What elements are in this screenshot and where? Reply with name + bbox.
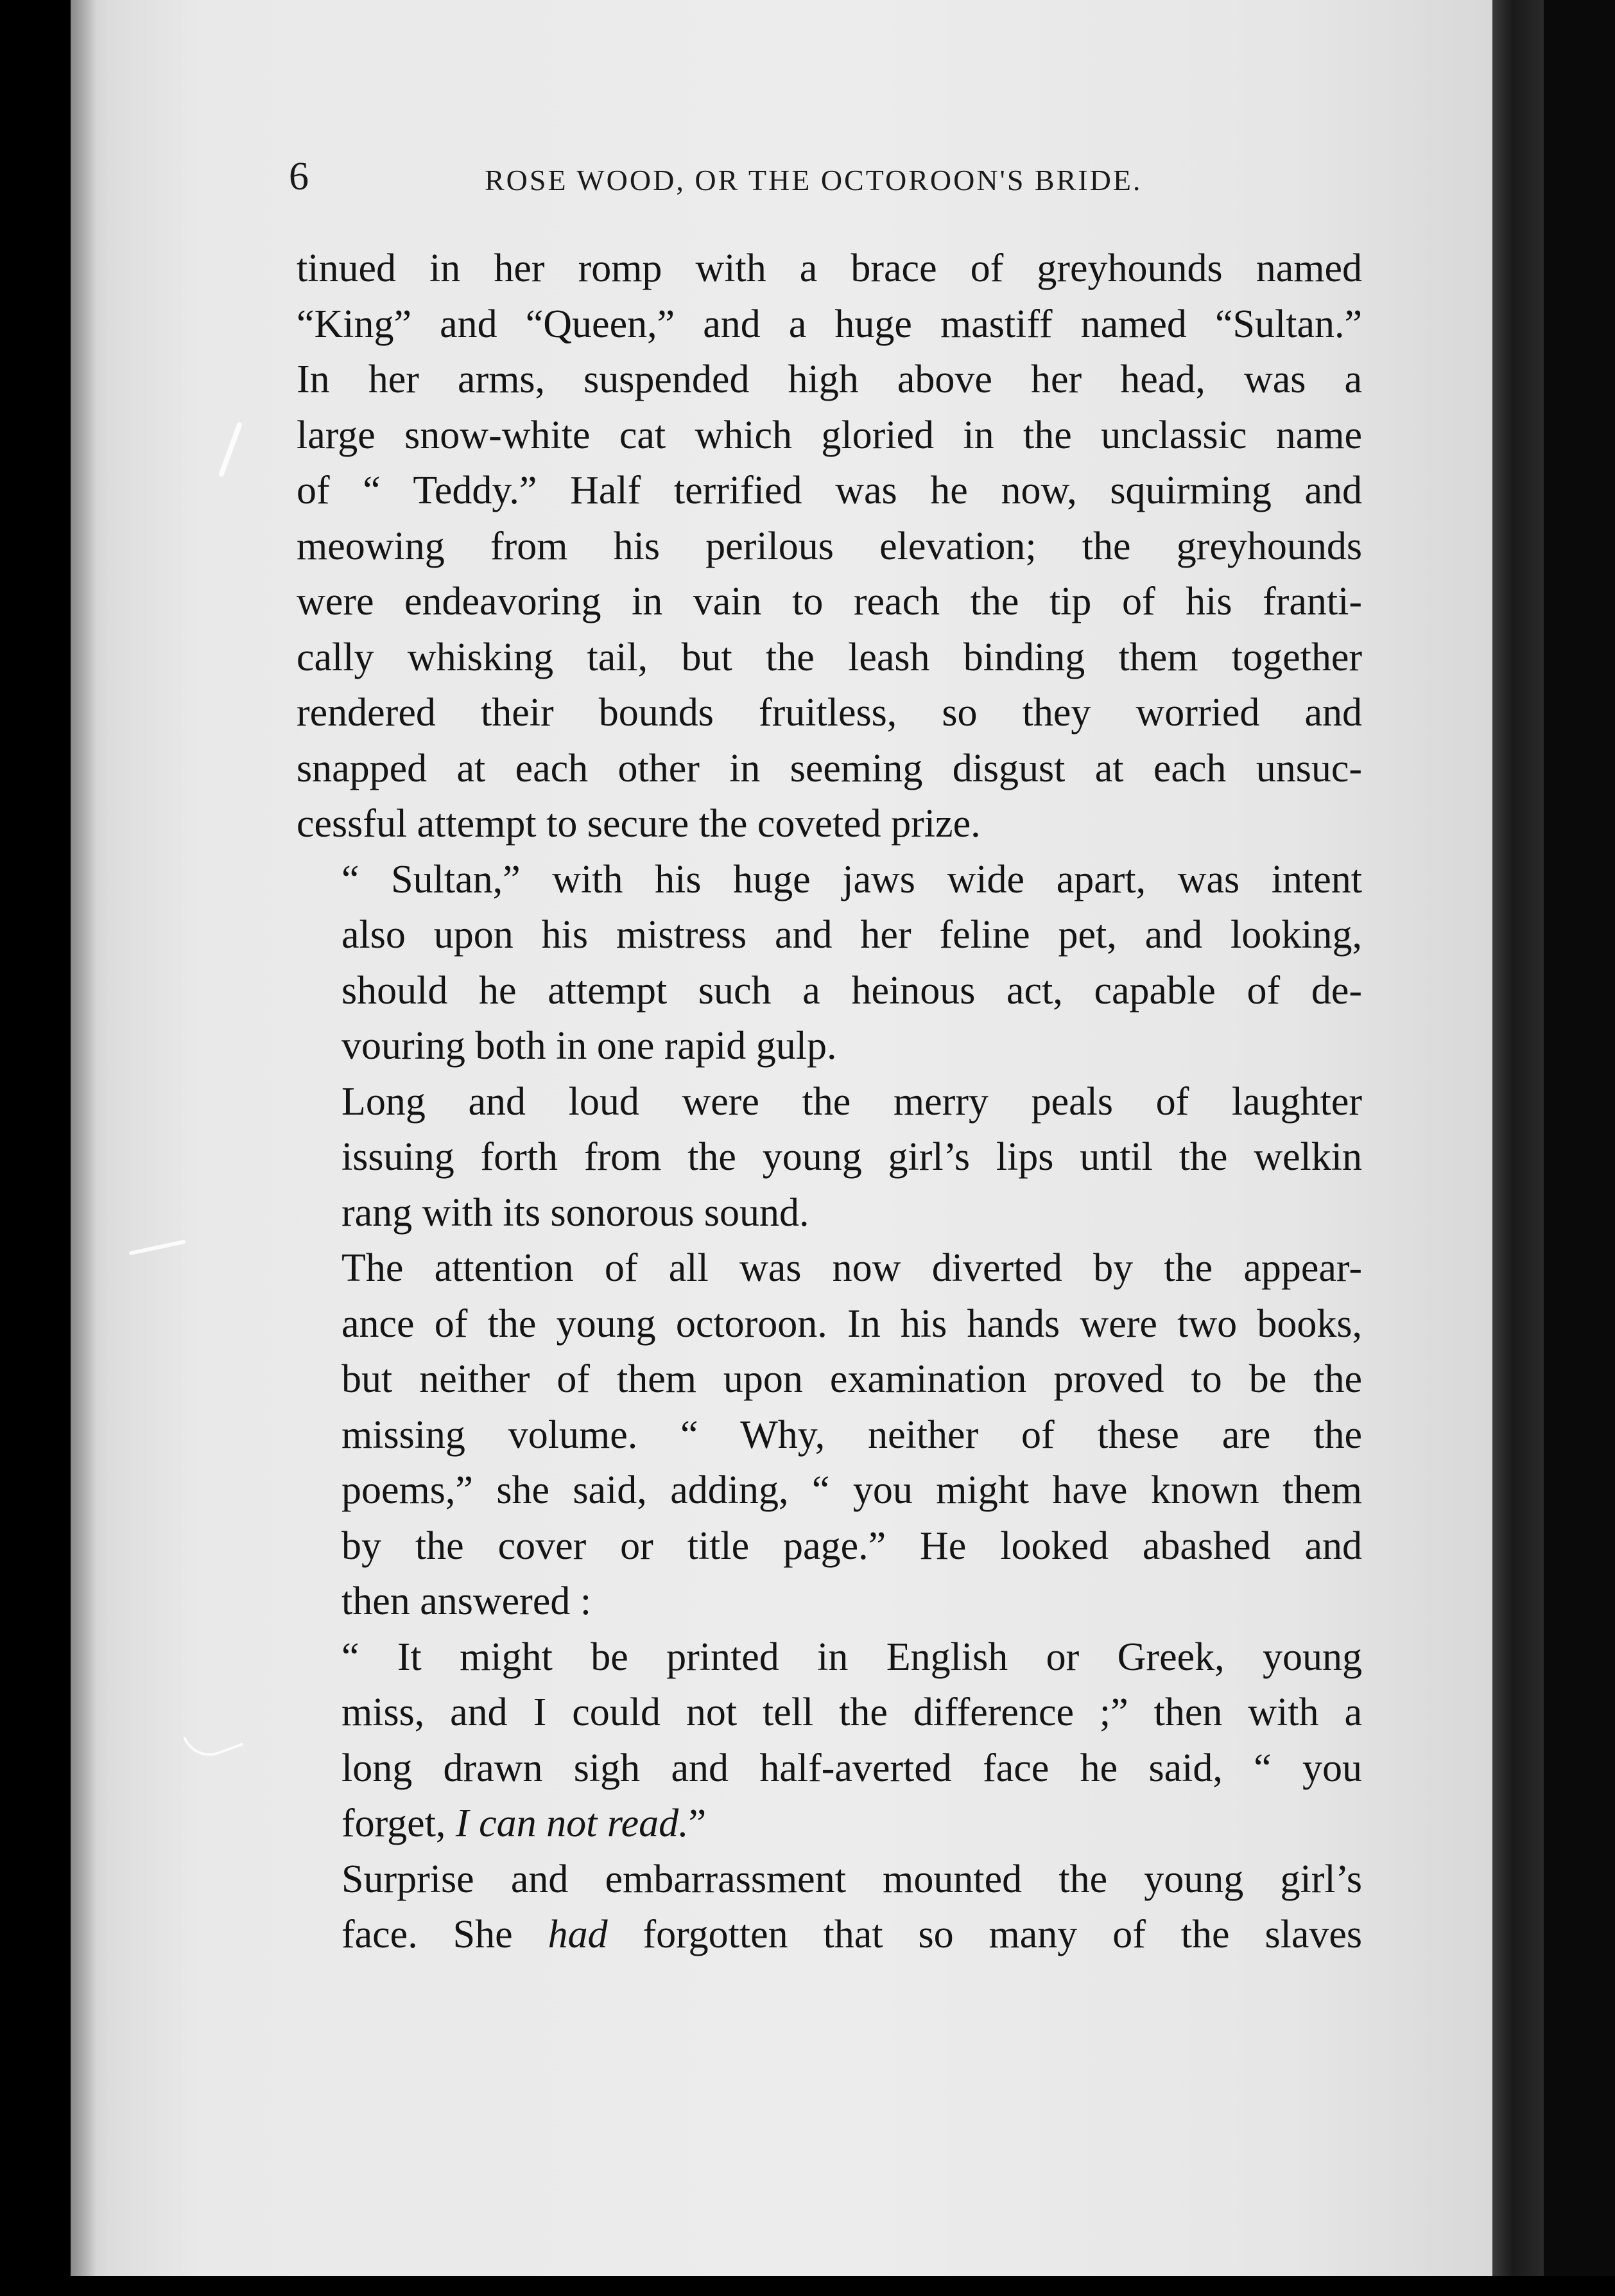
text-line: should he attempt such a heinous act, capable of de- (341, 968, 1362, 1013)
paragraph (297, 852, 1362, 1074)
text-line: missing volume. “ Why, neither of these are the (341, 1413, 1362, 1457)
text-line: also upon his mistress and her feline pet, and looking, (341, 913, 1362, 957)
body-text (297, 241, 1362, 1963)
scan-border-bottom (0, 2276, 1615, 2296)
text-line: Long and loud were the merry peals of laughter (341, 1079, 1362, 1124)
italic-text-run: I can not read. (455, 1802, 689, 1845)
text-line: meowing from his perilous elevation; the greyhounds (297, 524, 1362, 568)
text-line: by the cover or title page.” He looked abashed and (341, 1524, 1362, 1568)
scan-border-right (1544, 0, 1615, 2296)
text-line: In her arms, suspended high above her head, was a (297, 358, 1362, 401)
text-line: were endeavoring in vain to reach the tip of his franti- (297, 580, 1362, 623)
text-run: forget, (341, 1802, 456, 1845)
text-run: forgotten that so many of the slaves (607, 1913, 1362, 1956)
running-title: ROSE WOOD, OR THE OCTOROON'S BRIDE. (485, 164, 1143, 196)
text-line: rang with its sonorous sound. (341, 1190, 809, 1235)
text-line: ance of the young octoroon. In his hands were two books, (341, 1301, 1362, 1346)
text-line: tinued in her romp with a brace of greyhounds named (297, 247, 1362, 290)
text-line: poems,” she said, adding, “ you might have known them (341, 1468, 1362, 1512)
italic-text-run: had (548, 1913, 608, 1956)
text-line: “ It might be printed in English or Greek, young (341, 1635, 1362, 1679)
text-line: The attention of all was now diverted by the appear- (341, 1246, 1362, 1290)
text-line: of “ Teddy.” Half terrified was he now, squirming and (297, 469, 1362, 512)
text-line: issuing forth from the young girl’s lips until the welkin (341, 1135, 1362, 1179)
text-line: rendered their bounds fruitless, so they worried and (297, 691, 1362, 735)
text-line: long drawn sigh and half-averted face he said, “ you (341, 1746, 1362, 1790)
text-line: cally whisking tail, but the leash binding them together (297, 635, 1362, 679)
book-spine (1492, 0, 1544, 2296)
running-head (289, 154, 1444, 205)
page-number: 6 (289, 155, 310, 198)
text-line (297, 1907, 1362, 1963)
paragraph (297, 1852, 1362, 1963)
text-line: miss, and I could not tell the difference ;” then with a (341, 1691, 1362, 1734)
page-gutter-shadow (71, 0, 96, 2276)
text-run: face. She (341, 1913, 548, 1956)
paragraph (297, 1630, 1362, 1852)
text-line: “ Sultan,” with his huge jaws wide apart, was intent (341, 857, 1362, 901)
text-line: “King” and “Queen,” and a huge mastiff named “Sultan.” (297, 302, 1362, 346)
paragraph (297, 241, 1362, 852)
text-line: cessful attempt to secure the coveted prize. (297, 802, 981, 846)
paragraph (297, 1240, 1362, 1630)
text-line: Surprise and embarrassment mounted the young girl’s (341, 1857, 1362, 1901)
text-line: vouring both in one rapid gulp. (341, 1024, 837, 1068)
text-line: large snow-white cat which gloried in the unclassic name (297, 413, 1362, 457)
text-line (297, 1796, 1362, 1852)
paragraph (297, 1074, 1362, 1241)
text-line: but neither of them upon examination proved to be the (341, 1357, 1362, 1401)
text-run: ” (688, 1802, 707, 1845)
text-line: snapped at each other in seeming disgust at each unsuc- (297, 746, 1362, 790)
text-line: then answered : (341, 1579, 592, 1623)
